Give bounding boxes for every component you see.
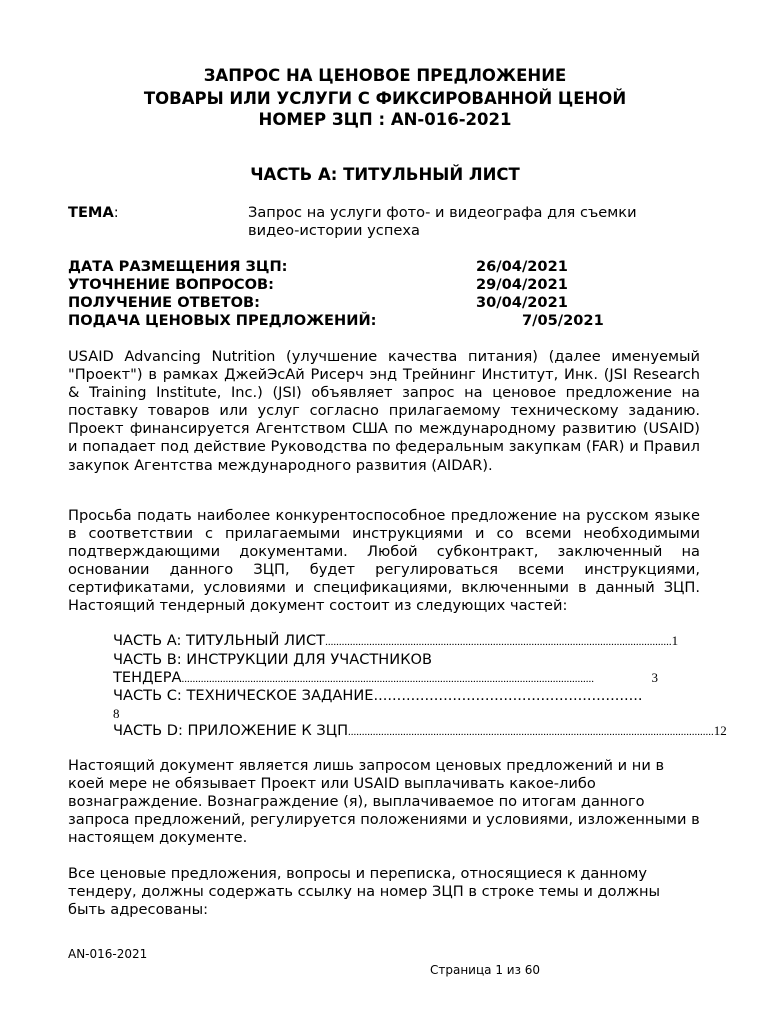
toc-part-b-label-2: ТЕНДЕРА — [113, 669, 182, 686]
header-line-2: ТОВАРЫ ИЛИ УСЛУГИ С ФИКСИРОВАННОЙ ЦЕНОЙ — [143, 89, 627, 108]
toc-part-b — [113, 651, 658, 688]
toc-part-d-page: 12 — [713, 723, 727, 738]
toc-part-a-label: ЧАСТЬ A: ТИТУЛЬНЫЙ ЛИСТ — [113, 632, 326, 649]
toc-part-c — [113, 687, 658, 723]
instructions-paragraph: Просьба подать наиболее конкурентоспособное предложение на русском языке в соответствии с прилагаемыми инструкциями и со всеми необходимыми подтверждающими документами. Любой субконтракт, заключенный на основании данного ЗЦП, будет регулироваться всеми инструкциями, сертификатами, условиями и спецификациями, включенными в данный ЗЦП. Настоящий тендерный документ состоит из следующих частей: — [68, 507, 700, 615]
toc-part-d-label: ЧАСТЬ D: ПРИЛОЖЕНИЕ К ЗЦП — [113, 722, 349, 739]
toc-dot-leader: .............................................................................................................................. — [325, 636, 672, 648]
disclaimer-paragraph: Настоящий документ является лишь запросом ценовых предложений и ни в коей мере не обязывает Проект или USAID выплачивать какое-либо вознаграждение. Вознаграждение (я), выплачиваемое по итогам данного запроса предложений, регулируется положениями и условиями, изложенными в настоящем документе. — [68, 757, 700, 847]
section-title: ЧАСТЬ А: ТИТУЛЬНЫЙ ЛИСТ — [250, 165, 520, 184]
toc-part-a-page: 1 — [671, 633, 679, 648]
intro-paragraph: USAID Advancing Nutrition (улучшение качества питания) (далее именуемый "Проект") в рамках ДжейЭсАй Рисерч энд Трейнинг Институт, Инк. (JSI Research & Training Institute, Inc.) (JSI) объявляет запрос на ценовое предложение на поставку товаров или услуг согласно прилагаемому техническому заданию. Проект финансируется Агентством США по международному развитию (USAID) и попадает под действие Руководства по федеральным закупкам (FAR) и Правил закупок Агентства международного развития (AIDAR). — [68, 348, 700, 474]
submission-date-label: ПОДАЧА ЦЕНОВЫХ ПРЕДЛОЖЕНИЙ: — [68, 312, 377, 329]
subject-colon: : — [113, 204, 119, 221]
header-rfq-number: НОМЕР ЗЦП : AN-016-2021 — [258, 110, 512, 129]
subject-value-line-2: видео-истории успеха — [248, 222, 420, 239]
toc-part-c-dots: .......................................................... — [373, 687, 643, 704]
toc-part-c-page: 8 — [113, 706, 120, 721]
questions-date-value: 29/04/2021 — [476, 276, 568, 293]
header-line-1: ЗАПРОС НА ЦЕНОВОЕ ПРЕДЛОЖЕНИЕ — [203, 66, 567, 85]
toc-dot-leader: ...................................................................................................................................................... — [181, 673, 595, 685]
toc-part-b-page: 3 — [651, 670, 658, 685]
toc-part-c-label: ЧАСТЬ C: ТЕХНИЧЕСКОЕ ЗАДАНИЕ — [113, 687, 374, 704]
questions-date-label: УТОЧНЕНИЕ ВОПРОСОВ: — [68, 276, 274, 293]
toc-part-d — [113, 722, 727, 741]
footer-page-number: Страница 1 из 60 — [430, 963, 541, 977]
toc-part-b-label-1: ЧАСТЬ B: ИНСТРУКЦИИ ДЛЯ УЧАСТНИКОВ — [113, 651, 433, 668]
subject-label: ТЕМА — [68, 204, 114, 221]
answers-date-value: 30/04/2021 — [476, 294, 568, 311]
subject-value-line-1: Запрос на услуги фото- и видеографа для съемки — [248, 204, 637, 221]
correspondence-paragraph: Все ценовые предложения, вопросы и переписка, относящиеся к данному тендеру, должны содержать ссылку на номер ЗЦП в строке темы и должны быть адресованы: — [68, 865, 661, 919]
answers-date-label: ПОЛУЧЕНИЕ ОТВЕТОВ: — [68, 294, 261, 311]
posting-date-value: 26/04/2021 — [476, 258, 568, 275]
posting-date-label: ДАТА РАЗМЕЩЕНИЯ ЗЦП: — [68, 258, 288, 275]
toc-dot-leader: ..................................................................................................................................... — [348, 726, 714, 738]
toc-part-a — [113, 632, 679, 651]
submission-date-value: 7/05/2021 — [522, 312, 604, 329]
footer-doc-number: AN-016-2021 — [68, 947, 148, 961]
subject-label-wrap — [68, 204, 119, 222]
